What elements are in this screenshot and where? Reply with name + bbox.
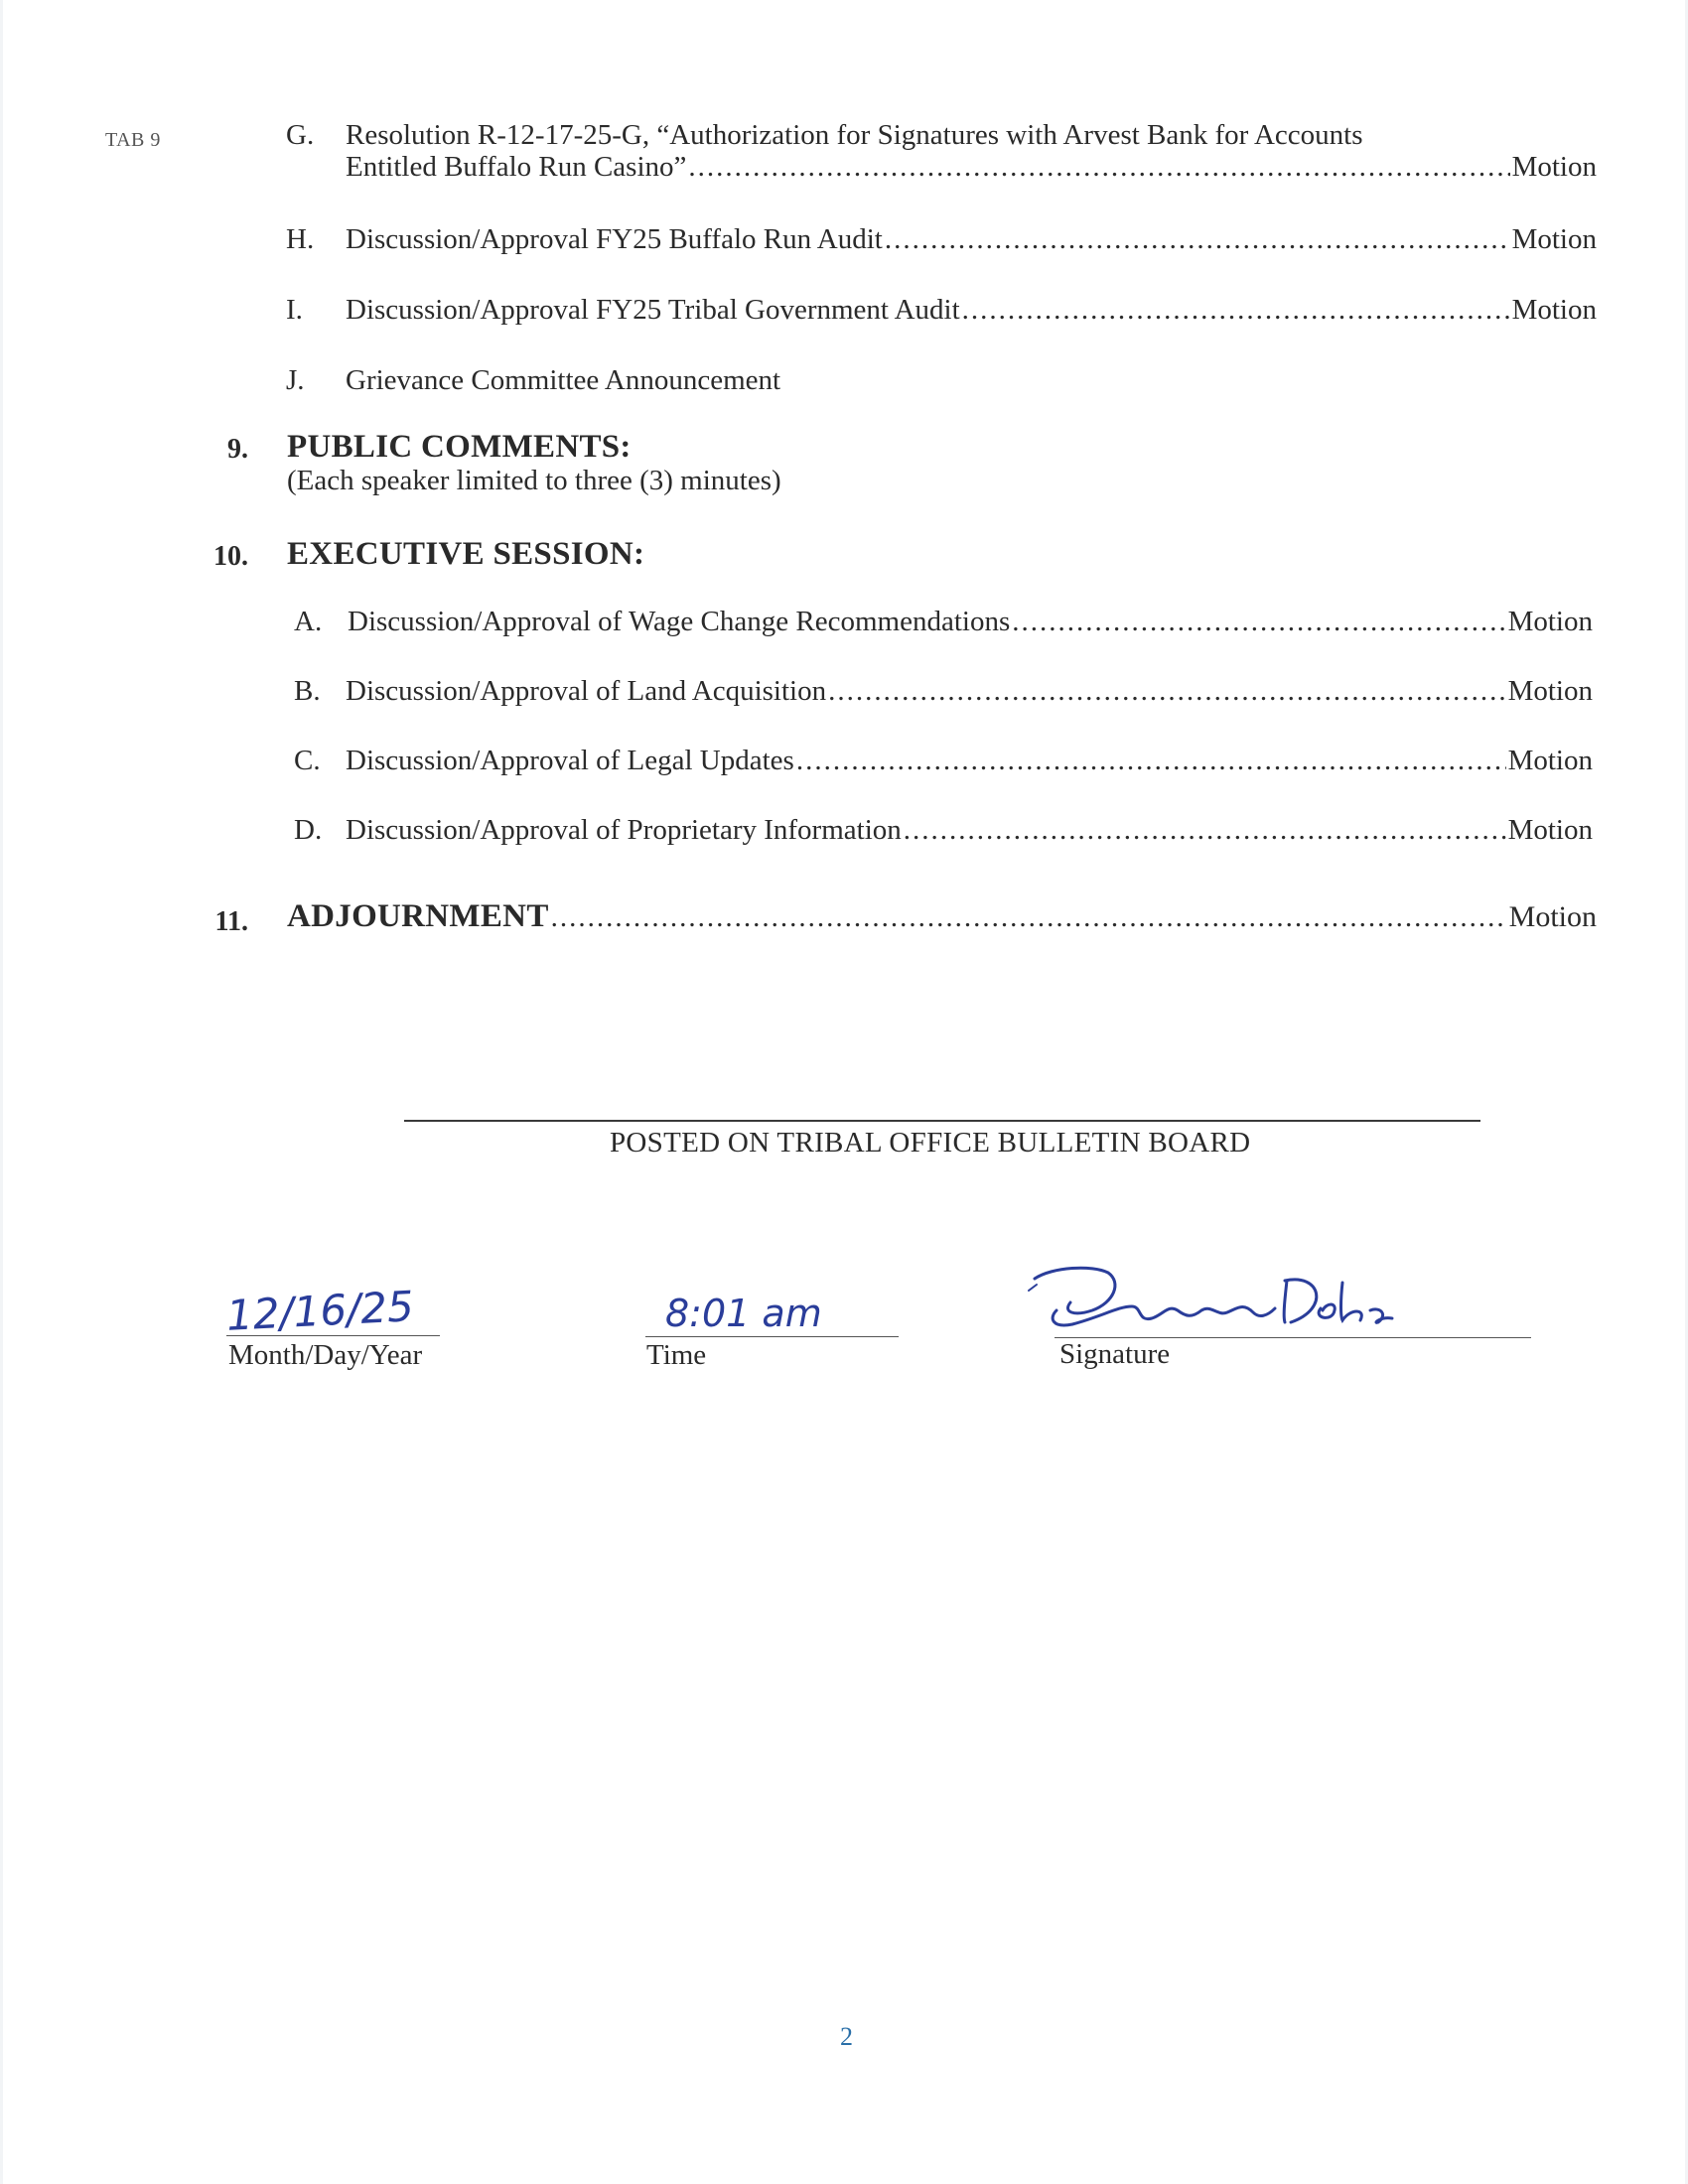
item-text: Discussion/Approval of Proprietary Information bbox=[346, 814, 902, 846]
dot-leader bbox=[962, 294, 1510, 327]
item-letter: J. bbox=[286, 364, 305, 396]
item-action: Motion bbox=[1511, 151, 1597, 183]
dot-leader bbox=[885, 223, 1510, 256]
section-heading-public-comments: PUBLIC COMMENTS: bbox=[287, 429, 632, 465]
item-text: Discussion/Approval FY25 Tribal Government Audit bbox=[346, 294, 960, 326]
agenda-item-b bbox=[294, 675, 1593, 715]
item-action: Motion bbox=[1507, 745, 1593, 776]
item-action: Motion bbox=[1508, 900, 1597, 933]
item-text: Resolution R-12-17-25-G, “Authorization for Signatures with Arvest Bank for Accounts bbox=[346, 119, 1363, 151]
section-heading-executive-session: EXECUTIVE SESSION: bbox=[287, 536, 645, 572]
item-action: Motion bbox=[1511, 223, 1597, 255]
agenda-item-j bbox=[286, 364, 1597, 404]
item-text: Grievance Committee Announcement bbox=[346, 364, 781, 396]
section-heading-adjournment: ADJOURNMENT bbox=[287, 898, 549, 934]
agenda-item-a bbox=[294, 606, 1593, 645]
item-action: Motion bbox=[1507, 814, 1593, 846]
item-text: Discussion/Approval of Wage Change Recommendations bbox=[348, 606, 1011, 637]
dot-leader bbox=[828, 675, 1506, 708]
dot-leader bbox=[796, 745, 1506, 777]
item-letter: B. bbox=[294, 675, 321, 707]
item-letter: A. bbox=[294, 606, 323, 637]
agenda-item-g bbox=[286, 119, 1597, 199]
item-text: Discussion/Approval of Land Acquisition bbox=[346, 675, 827, 707]
dot-leader bbox=[904, 814, 1506, 847]
handwritten-date: 12/16/25 bbox=[224, 1282, 415, 1340]
section-note: (Each speaker limited to three (3) minutes) bbox=[287, 465, 781, 496]
scan-edge-left bbox=[0, 0, 3, 2184]
agenda-item-d bbox=[294, 814, 1593, 854]
item-action: Motion bbox=[1507, 675, 1593, 707]
adjournment-row bbox=[287, 898, 1597, 938]
item-letter: D. bbox=[294, 814, 323, 846]
dot-leader bbox=[1012, 606, 1505, 638]
item-text: Discussion/Approval FY25 Buffalo Run Audit bbox=[346, 223, 883, 255]
time-label: Time bbox=[646, 1339, 707, 1371]
posting-rule bbox=[404, 1120, 1480, 1122]
section-number: 10. bbox=[213, 541, 248, 572]
item-action: Motion bbox=[1507, 606, 1593, 637]
posting-caption: POSTED ON TRIBAL OFFICE BULLETIN BOARD bbox=[610, 1127, 1251, 1159]
item-letter: G. bbox=[286, 119, 315, 151]
agenda-item-h bbox=[286, 223, 1597, 263]
item-letter: I. bbox=[286, 294, 303, 326]
date-rule bbox=[226, 1335, 440, 1336]
time-rule bbox=[645, 1336, 899, 1337]
dot-leader bbox=[551, 901, 1507, 934]
agenda-item-i bbox=[286, 294, 1597, 334]
item-text: Discussion/Approval of Legal Updates bbox=[346, 745, 794, 776]
handwritten-time: 8:01 am bbox=[665, 1292, 822, 1335]
section-number: 9. bbox=[227, 434, 248, 465]
date-label: Month/Day/Year bbox=[228, 1339, 423, 1371]
item-action: Motion bbox=[1511, 294, 1597, 326]
item-text-continued: Entitled Buffalo Run Casino” bbox=[346, 151, 687, 183]
item-letter: H. bbox=[286, 223, 315, 255]
signature-graphic bbox=[1023, 1259, 1400, 1340]
section-number: 11. bbox=[214, 906, 248, 937]
item-letter: C. bbox=[294, 745, 321, 776]
signature-label: Signature bbox=[1059, 1338, 1171, 1370]
tab-label: TAB 9 bbox=[105, 129, 161, 151]
dot-leader bbox=[688, 151, 1509, 184]
agenda-item-c bbox=[294, 745, 1593, 784]
page-number: 2 bbox=[840, 2022, 853, 2051]
